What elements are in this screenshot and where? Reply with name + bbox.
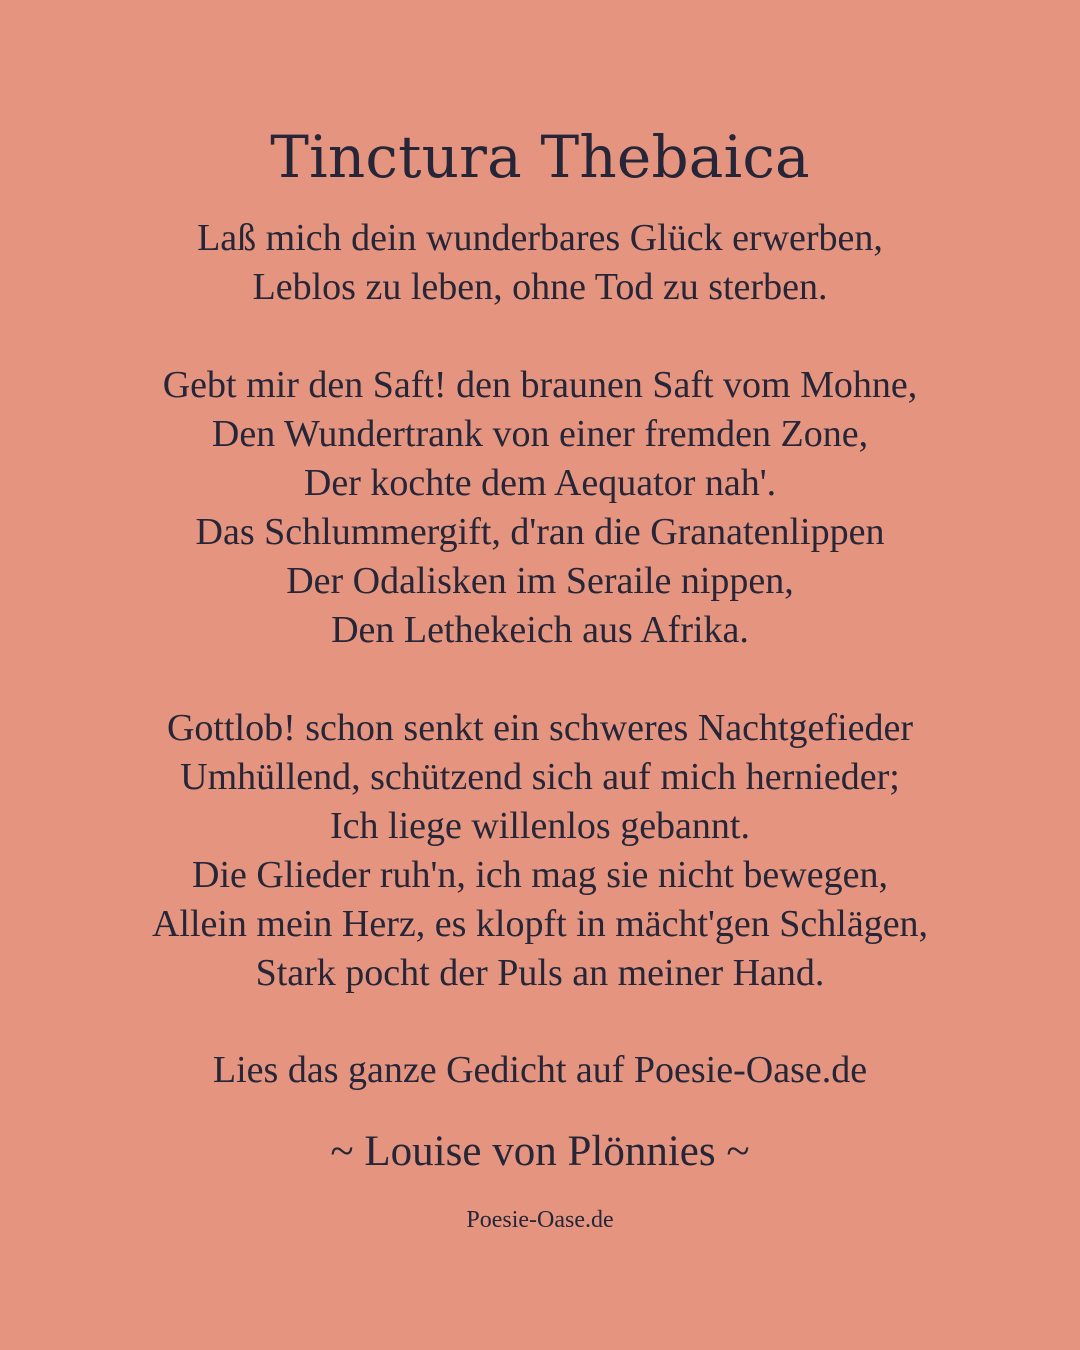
author-name: ~ Louise von Plönnies ~ (330, 1128, 750, 1175)
poem-line: Den Lethekeich aus Afrika. (331, 609, 749, 651)
poem-line: Der kochte dem Aequator nah'. (303, 462, 777, 504)
poem-line: Umhüllend, schützend sich auf mich hernieder; (180, 756, 900, 798)
poem-line: Gebt mir den Saft! den braunen Saft vom Mohne, (162, 364, 918, 406)
site-watermark: Poesie-Oase.de (466, 1207, 614, 1233)
poem-line: Gottlob! schon senkt ein schweres Nachtgefieder (166, 707, 914, 749)
poem-line: Allein mein Herz, es klopft in mächt'gen Schlägen, (151, 903, 929, 945)
poem-line: Der Odalisken im Seraile nippen, (286, 560, 794, 602)
poem-line: Ich liege willenlos gebannt. (330, 805, 750, 847)
stanza (0, 704, 1080, 998)
poem-body (0, 214, 1080, 1047)
stanza (0, 214, 1080, 312)
poem-line: Leblos zu leben, ohne Tod zu sterben. (252, 266, 828, 308)
poem-line: Stark pocht der Puls an meiner Hand. (255, 952, 825, 994)
poem-line: Das Schlummergift, d'ran die Granatenlippen (195, 511, 885, 553)
poem-line: Laß mich dein wunderbares Glück erwerben, (197, 217, 883, 259)
poem-line: Den Wundertrank von einer fremden Zone, (211, 413, 869, 455)
stanza (0, 361, 1080, 655)
read-full-poem-text: Lies das ganze Gedicht auf Poesie-Oase.de (212, 1049, 868, 1091)
poem-title: Tinctura Thebaica (270, 123, 810, 191)
poem-line: Die Glieder ruh'n, ich mag sie nicht bewegen, (192, 854, 888, 896)
